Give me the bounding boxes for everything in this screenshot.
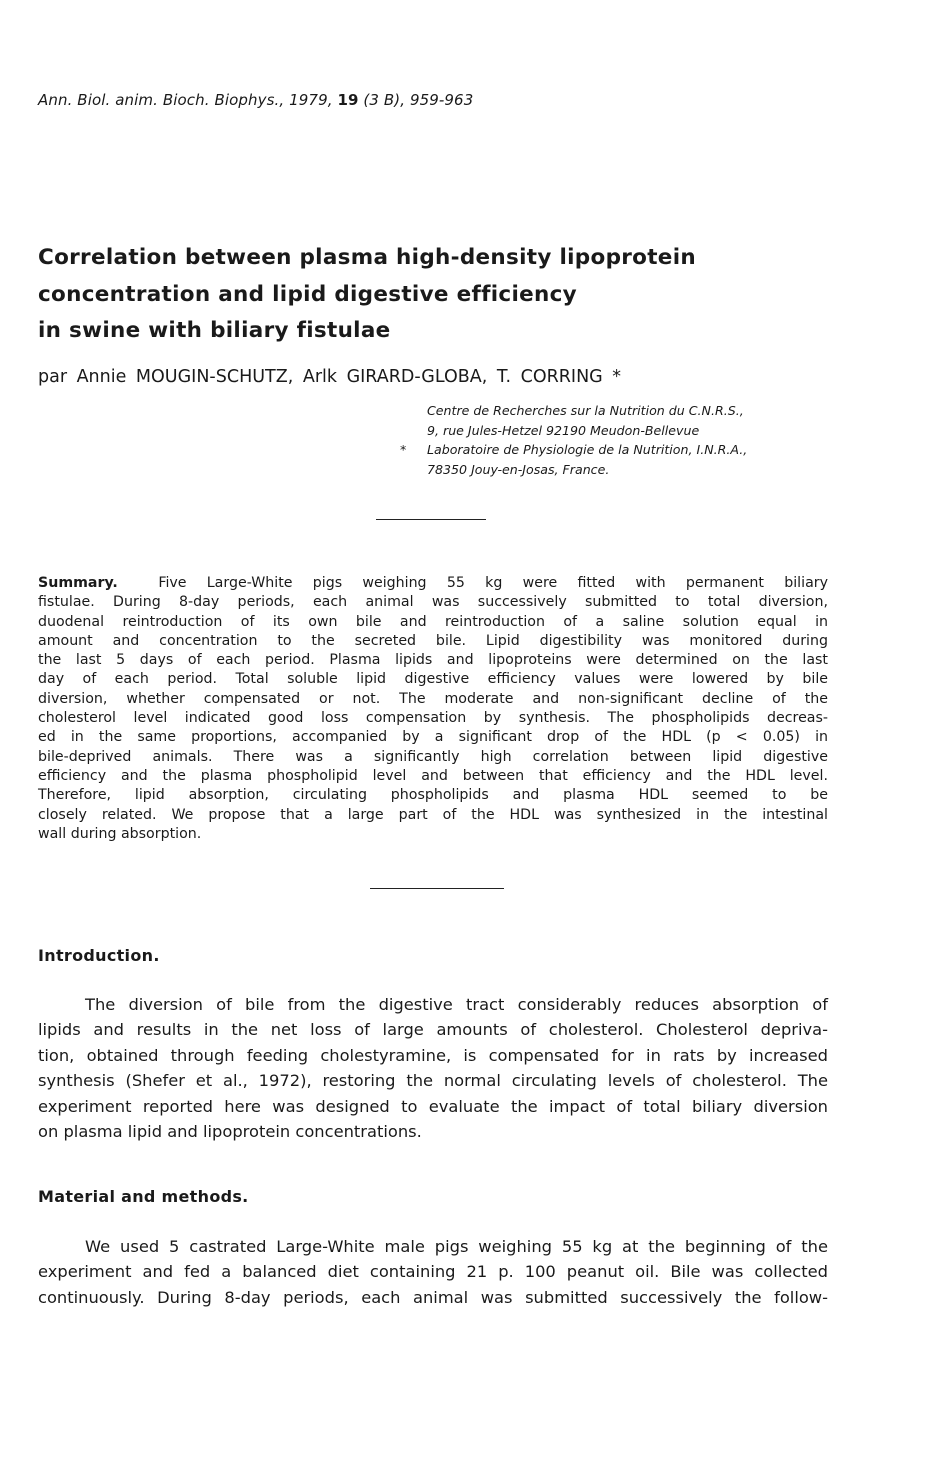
title-line: in swine with biliary fistulae bbox=[38, 318, 391, 343]
author-line: par Annie MOUGIN-SCHUTZ, Arlk GIRARD-GLOBA, T. CORRING * bbox=[38, 367, 622, 387]
paragraph-line: tion, obtained through feeding cholestyramine, is compensated for in rats by increased bbox=[38, 1045, 828, 1065]
title-line: concentration and lipid digestive efficiency bbox=[38, 281, 577, 307]
paragraph-line: experiment reported here was designed to evaluate the impact of total biliary diversion bbox=[38, 1096, 828, 1116]
summary-abstract bbox=[38, 574, 828, 844]
summary-line: duodenal reintroduction of its own bile and reintroduction of a saline solution equal in bbox=[38, 613, 828, 630]
affiliation-line-starred bbox=[400, 440, 748, 460]
title-line: Correlation between plasma high-density lipoprotein bbox=[38, 245, 696, 270]
summary-line: cholesterol level indicated good loss compensation by synthesis. The phospholipids decreas- bbox=[38, 710, 828, 727]
affiliation-text: Laboratoire de Physiologie de la Nutrition, I.N.R.A., bbox=[427, 442, 748, 457]
footnote-star: * bbox=[400, 442, 407, 457]
paragraph-line: We used 5 castrated Large-White male pigs weighing 55 kg at the beginning of the bbox=[85, 1237, 828, 1256]
section-heading-methods: Material and methods. bbox=[38, 1187, 249, 1206]
summary-line: diversion, whether compensated or not. The moderate and non-significant decline of the bbox=[38, 690, 828, 707]
paragraph-line: on plasma lipid and lipoprotein concentrations. bbox=[38, 1122, 422, 1142]
citation-text: Ann. Biol. anim. Bioch. Biophys., 1979, bbox=[38, 91, 333, 109]
summary-line: Therefore, lipid absorption, circulating phospholipids and plasma HDL seemed to be bbox=[38, 787, 828, 804]
summary-line: the last 5 days of each period. Plasma lipids and lipoproteins were determined on the last bbox=[38, 652, 828, 669]
summary-line: wall during absorption. bbox=[38, 825, 202, 842]
affiliations bbox=[400, 401, 748, 479]
summary-line: day of each period. Total soluble lipid digestive efficiency values were lowered by bile bbox=[38, 671, 828, 688]
paragraph-line: The diversion of bile from the digestive tract considerably reduces absorption of bbox=[85, 995, 828, 1014]
introduction-paragraph bbox=[38, 992, 828, 1144]
section-heading-introduction: Introduction. bbox=[38, 946, 160, 965]
summary-line: efficiency and the plasma phospholipid level and between that efficiency and the HDL level. bbox=[38, 767, 828, 784]
summary-line: bile-deprived animals. There was a significantly high correlation between lipid digestive bbox=[38, 748, 828, 765]
paragraph-line: continuously. During 8-day periods, each animal was submitted successively the follow- bbox=[38, 1287, 828, 1307]
affiliation-line: 78350 Jouy-en-Josas, France. bbox=[427, 461, 610, 477]
volume-number: 19 bbox=[337, 91, 359, 109]
journal-citation bbox=[38, 91, 473, 109]
issue-pages: (3 B), 959-963 bbox=[363, 91, 474, 109]
summary-line: closely related. We propose that a large part of the HDL was synthesized in the intestinal bbox=[38, 806, 828, 823]
paragraph-line: lipids and results in the net loss of large amounts of cholesterol. Cholesterol depriva- bbox=[38, 1020, 828, 1040]
methods-paragraph bbox=[38, 1234, 828, 1310]
separator-rule bbox=[376, 519, 486, 520]
affiliation-line: 9, rue Jules-Hetzel 92190 Meudon-Bellevue bbox=[427, 422, 700, 438]
summary-line: ed in the same proportions, accompanied by a significant drop of the HDL (p < 0.05) in bbox=[38, 729, 828, 746]
separator-rule bbox=[370, 888, 504, 889]
summary-line: fistulae. During 8-day periods, each animal was successively submitted to total diversion, bbox=[38, 594, 828, 611]
summary-heading: Summary. bbox=[38, 575, 118, 591]
article-title bbox=[38, 240, 838, 350]
paragraph-line: experiment and fed a balanced diet containing 21 p. 100 peanut oil. Bile was collected bbox=[38, 1262, 828, 1282]
summary-line: Summary. Five Large-White pigs weighing 55 kg were fitted with permanent biliary bbox=[38, 575, 828, 591]
affiliation-line: Centre de Recherches sur la Nutrition du C.N.R.S., bbox=[427, 403, 744, 418]
summary-line: amount and concentration to the secreted bile. Lipid digestibility was monitored during bbox=[38, 632, 828, 649]
paragraph-line: synthesis (Shefer et al., 1972), restoring the normal circulating levels of cholesterol. The bbox=[38, 1071, 828, 1091]
